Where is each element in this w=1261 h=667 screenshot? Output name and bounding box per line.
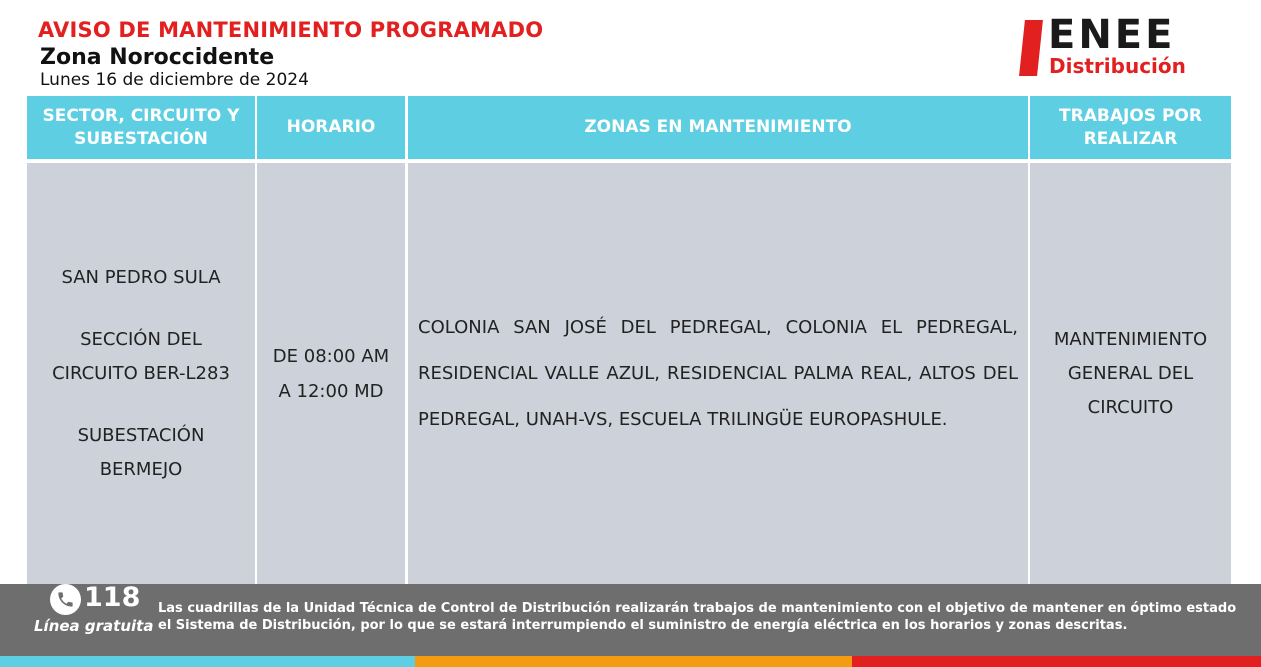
header-zones bbox=[408, 96, 1028, 159]
stripe-orange bbox=[415, 656, 852, 667]
schedule-start: DE 08:00 AM bbox=[272, 345, 390, 367]
works-description: MANTENIMIENTO GENERAL DEL CIRCUITO bbox=[1053, 328, 1208, 418]
footer-bar bbox=[0, 584, 1261, 656]
header-works bbox=[1030, 96, 1231, 159]
free-line-label: Línea gratuita bbox=[34, 617, 154, 635]
enee-logo bbox=[1022, 12, 1222, 80]
stripe-red bbox=[852, 656, 1261, 667]
phone-icon bbox=[50, 584, 81, 615]
cell-zones bbox=[408, 163, 1028, 584]
header-works-label: TRABAJOS POR REALIZAR bbox=[1059, 105, 1202, 149]
header-sector-label: SECTOR, CIRCUITO Y SUBESTACIÓN bbox=[42, 105, 240, 149]
schedule-end: A 12:00 MD bbox=[278, 380, 384, 402]
maintenance-table bbox=[27, 96, 1231, 584]
sector-name: SAN PEDRO SULA bbox=[61, 266, 221, 288]
circuit-line-2: CIRCUITO BER-L283 bbox=[52, 362, 230, 384]
header-schedule-label: HORARIO bbox=[286, 117, 376, 137]
cell-sector bbox=[27, 163, 255, 584]
header-schedule bbox=[257, 96, 405, 159]
zones-list: COLONIA SAN JOSÉ DEL PEDREGAL, COLONIA EL PEDREGAL, RESIDENCIAL VALLE AZUL, RESIDENCIAL PALMA REAL, ALTOS DEL PEDREGAL, UNAH-VS, ESCUELA TRILINGÜE EUROPASHULE. bbox=[418, 316, 1018, 430]
substation-line-1: SUBESTACIÓN bbox=[77, 424, 205, 446]
logo-bar-icon bbox=[1019, 20, 1043, 76]
logo-subtitle: Distribución bbox=[1049, 54, 1186, 78]
circuit-line-1: SECCIÓN DEL bbox=[80, 328, 202, 350]
substation-line-2: BERMEJO bbox=[99, 458, 183, 480]
header-zones-label: ZONAS EN MANTENIMIENTO bbox=[584, 117, 852, 137]
cell-schedule bbox=[257, 163, 405, 584]
zone-title: Zona Noroccidente bbox=[40, 45, 275, 70]
notice-date: Lunes 16 de diciembre de 2024 bbox=[40, 70, 309, 90]
free-line-badge bbox=[50, 584, 160, 618]
cell-works bbox=[1030, 163, 1231, 584]
phone-number: 118 bbox=[84, 582, 141, 613]
footer-message: Las cuadrillas de la Unidad Técnica de Control de Distribución realizarán trabajos de mantenimiento con el objetivo de mantener en óptimo estado el Sistema de Distribución, por lo que se estará interrumpiendo el suministro de energía eléctrica en los horarios y zonas descritas. bbox=[158, 601, 1237, 633]
stripe-cyan bbox=[0, 656, 415, 667]
header-sector bbox=[27, 96, 255, 159]
notice-title: AVISO DE MANTENIMIENTO PROGRAMADO bbox=[38, 18, 544, 42]
logo-brand: ENEE bbox=[1048, 12, 1176, 58]
